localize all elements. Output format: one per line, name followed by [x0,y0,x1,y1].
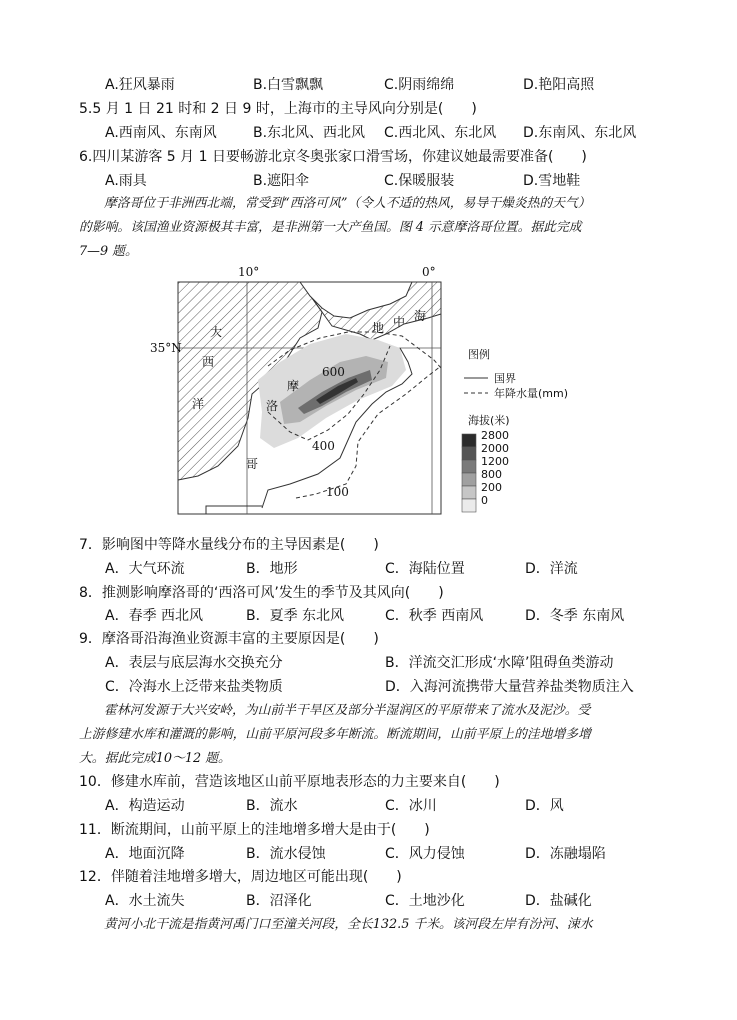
q7-option-a: A．大气环流 [105,561,185,577]
q4-option-c: C.阴雨绵绵 [384,77,455,93]
legend-title: 图例 [468,348,490,361]
elev-swatch [462,473,476,486]
lon-label-10: 10° [238,265,260,279]
q8-stem: 8．推测影响摩洛哥的‘西洛可风’发生的季节及其风向( ) [79,585,444,601]
passage3-line1: 黄河小北干流是指黄河禹门口至潼关河段，全长132.5 千米。该河段左岸有汾河、涑水 [104,917,593,932]
label-morocco-3: 哥 [246,457,259,471]
elev-value-label: 0 [481,494,488,507]
elev-swatch [462,486,476,499]
elev-value-label: 800 [481,468,502,481]
q10-option-b: B．流水 [246,798,298,814]
q11-stem: 11．断流期间，山前平原上的洼地增多增大是由于( ) [79,822,430,838]
q11-option-c: C．风力侵蚀 [385,846,465,862]
q8-option-a: A．春季 西北风 [105,608,204,624]
q9-option-a: A．表层与底层海水交换充分 [105,655,283,671]
elev-value-label: 200 [481,481,502,494]
q11-option-a: A．地面沉降 [105,846,185,862]
q5-stem: 5.5 月 1 日 21 时和 2 日 9 时，上海市的主导风向分别是( ) [79,101,477,117]
q6-option-a: A.雨具 [105,173,147,189]
legend-elev-title: 海拔(米) [468,414,510,427]
q7-stem: 7．影响图中等降水量线分布的主导因素是( ) [79,537,379,553]
passage2-line1: 霍林河发源于大兴安岭，为山前半干旱区及部分半湿润区的平原带来了流水及泥沙。受 [104,703,591,718]
q11-option-b: B．流水侵蚀 [246,846,326,862]
label-morocco-2: 洛 [266,399,279,413]
elev-swatch [462,499,476,512]
q6-option-b: B.遮阳伞 [253,173,310,189]
label-med-1: 地 [372,321,385,335]
lon-label-0: 0° [422,265,436,279]
q5-option-c: C.西北风、东北风 [384,125,497,141]
passage2-line2: 上游修建水库和灌溉的影响，山前平原河段多年断流。断流期间，山前平原上的洼地增多增 [79,727,591,742]
passage1-line3: 7—9 题。 [79,244,138,259]
q4-option-a: A.狂风暴雨 [105,77,175,93]
q5-option-d: D.东南风、东北风 [523,125,637,141]
passage1-line2: 的影响。该国渔业资源极其丰富，是非洲第一大产鱼国。图 4 示意摩洛哥位置。据此完成 [79,220,582,235]
q9-option-c: C．冷海水上泛带来盐类物质 [105,679,283,695]
q4-option-d: D.艳阳高照 [523,77,595,93]
q11-option-d: D．冻融塌陷 [525,846,606,862]
label-atlantic-2: 西 [202,355,215,369]
elev-value-label: 2000 [481,442,509,455]
lat-label-35n: 35°N [150,341,182,355]
q5-option-b: B.东北风、西北风 [253,125,366,141]
q9-option-d: D．入海河流携带大量营养盐类物质注入 [385,679,634,695]
label-med-3: 海 [414,309,427,323]
q7-option-b: B．地形 [246,561,298,577]
q6-option-d: D.雪地鞋 [523,173,581,189]
q8-option-b: B．夏季 东北风 [246,608,345,624]
q7-option-c: C．海陆位置 [385,561,465,577]
label-med-2: 中 [393,315,406,329]
elev-value-label: 2800 [481,429,509,442]
label-atlantic-1: 大 [210,325,223,339]
q10-option-d: D．风 [525,798,564,814]
q12-option-a: A．水土流失 [105,893,185,909]
q10-option-a: A．构造运动 [105,798,185,814]
elev-swatch [462,460,476,473]
label-isohyet-100: 100 [326,485,349,499]
q10-option-c: C．冰川 [385,798,437,814]
q12-option-c: C．土地沙化 [385,893,465,909]
q9-stem: 9．摩洛哥沿海渔业资源丰富的主要原因是( ) [79,631,379,647]
elev-swatch [462,434,476,447]
q12-option-b: B．沼泽化 [246,893,312,909]
q7-option-d: D．洋流 [525,561,578,577]
legend-isohyet-label: 年降水量(mm) [494,387,569,400]
q9-option-b: B．洋流交汇形成‘水障’阻碍鱼类游动 [385,655,614,671]
passage1-line1: 摩洛哥位于非洲西北端，常受到“西洛可风”（令人不适的热风，易导干燥炎热的天气） [104,196,591,211]
morocco-map [150,262,610,524]
q4-option-b: B.白雪飘飘 [253,77,324,93]
passage2-line3: 大。据此完成10～12 题。 [79,751,231,766]
elev-value-label: 1200 [481,455,509,468]
label-morocco-1: 摩 [287,379,300,393]
q8-option-d: D．冬季 东南风 [525,608,625,624]
elevation-scale [462,429,509,512]
q12-option-d: D．盐碱化 [525,893,592,909]
q12-stem: 12．伴随着洼地增多增大，周边地区可能出现( ) [79,869,402,885]
q10-stem: 10．修建水库前，营造该地区山前平原地表形态的力主要来自( ) [79,774,500,790]
q6-option-c: C.保暖服装 [384,173,455,189]
q5-option-a: A.西南风、东南风 [105,125,217,141]
legend-border-label: 国界 [494,372,516,385]
elev-swatch [462,447,476,460]
q6-stem: 6.四川某游客 5 月 1 日要畅游北京冬奥张家口滑雪场，你建议她最需要准备( ) [79,149,587,165]
label-isohyet-600: 600 [322,365,345,379]
label-atlantic-3: 洋 [192,397,205,411]
label-isohyet-400: 400 [312,439,335,453]
q8-option-c: C．秋季 西南风 [385,608,484,624]
